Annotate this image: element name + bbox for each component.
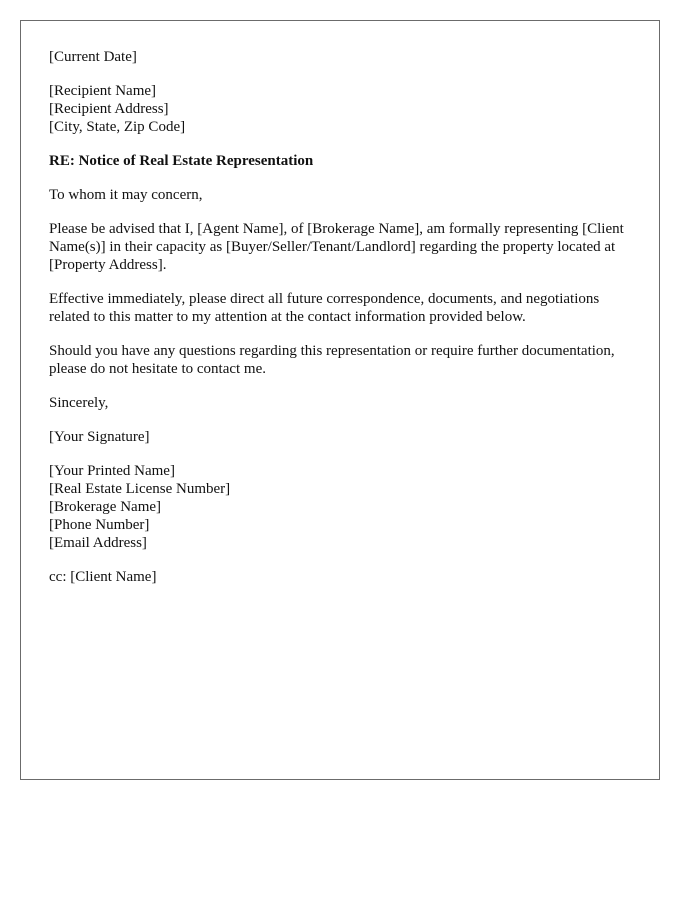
salutation-block	[49, 186, 629, 204]
letter-body	[49, 48, 629, 602]
cc-line: cc: [Client Name]	[49, 569, 157, 585]
recipient-city-state-zip: [City, State, Zip Code]	[49, 119, 186, 135]
sender-phone: [Phone Number]	[49, 517, 150, 533]
recipient-address: [Recipient Address]	[49, 101, 169, 117]
paragraph-representation: Please be advised that I, [Agent Name], of [Brokerage Name], am formally representing [Client Name(s)] in their capacity as [Buyer/Seller/Tenant/Landlord] regarding the property located at [Property Address].	[49, 221, 624, 273]
recipient-block	[49, 82, 629, 136]
paragraph-correspondence: Effective immediately, please direct all future correspondence, documents, and negotiations related to this matter to my attention at the contact information provided below.	[49, 291, 600, 325]
sender-license-number: [Real Estate License Number]	[49, 481, 231, 497]
letter-page	[20, 20, 660, 780]
sender-printed-name: [Your Printed Name]	[49, 463, 175, 479]
salutation: To whom it may concern,	[49, 187, 203, 203]
date-block	[49, 48, 629, 66]
letter-date: [Current Date]	[49, 49, 137, 65]
subject-line: RE: Notice of Real Estate Representation	[49, 153, 314, 169]
sender-brokerage: [Brokerage Name]	[49, 499, 162, 515]
cc-block	[49, 568, 629, 586]
closing-block	[49, 394, 629, 412]
subject-block	[49, 152, 629, 170]
paragraph-questions: Should you have any questions regarding this representation or require further documentation, please do not hesitate to contact me.	[49, 343, 615, 377]
sender-email: [Email Address]	[49, 535, 147, 551]
sender-block	[49, 462, 629, 552]
closing: Sincerely,	[49, 395, 109, 411]
recipient-name: [Recipient Name]	[49, 83, 157, 99]
signature-placeholder: [Your Signature]	[49, 429, 150, 445]
signature-block	[49, 428, 629, 446]
